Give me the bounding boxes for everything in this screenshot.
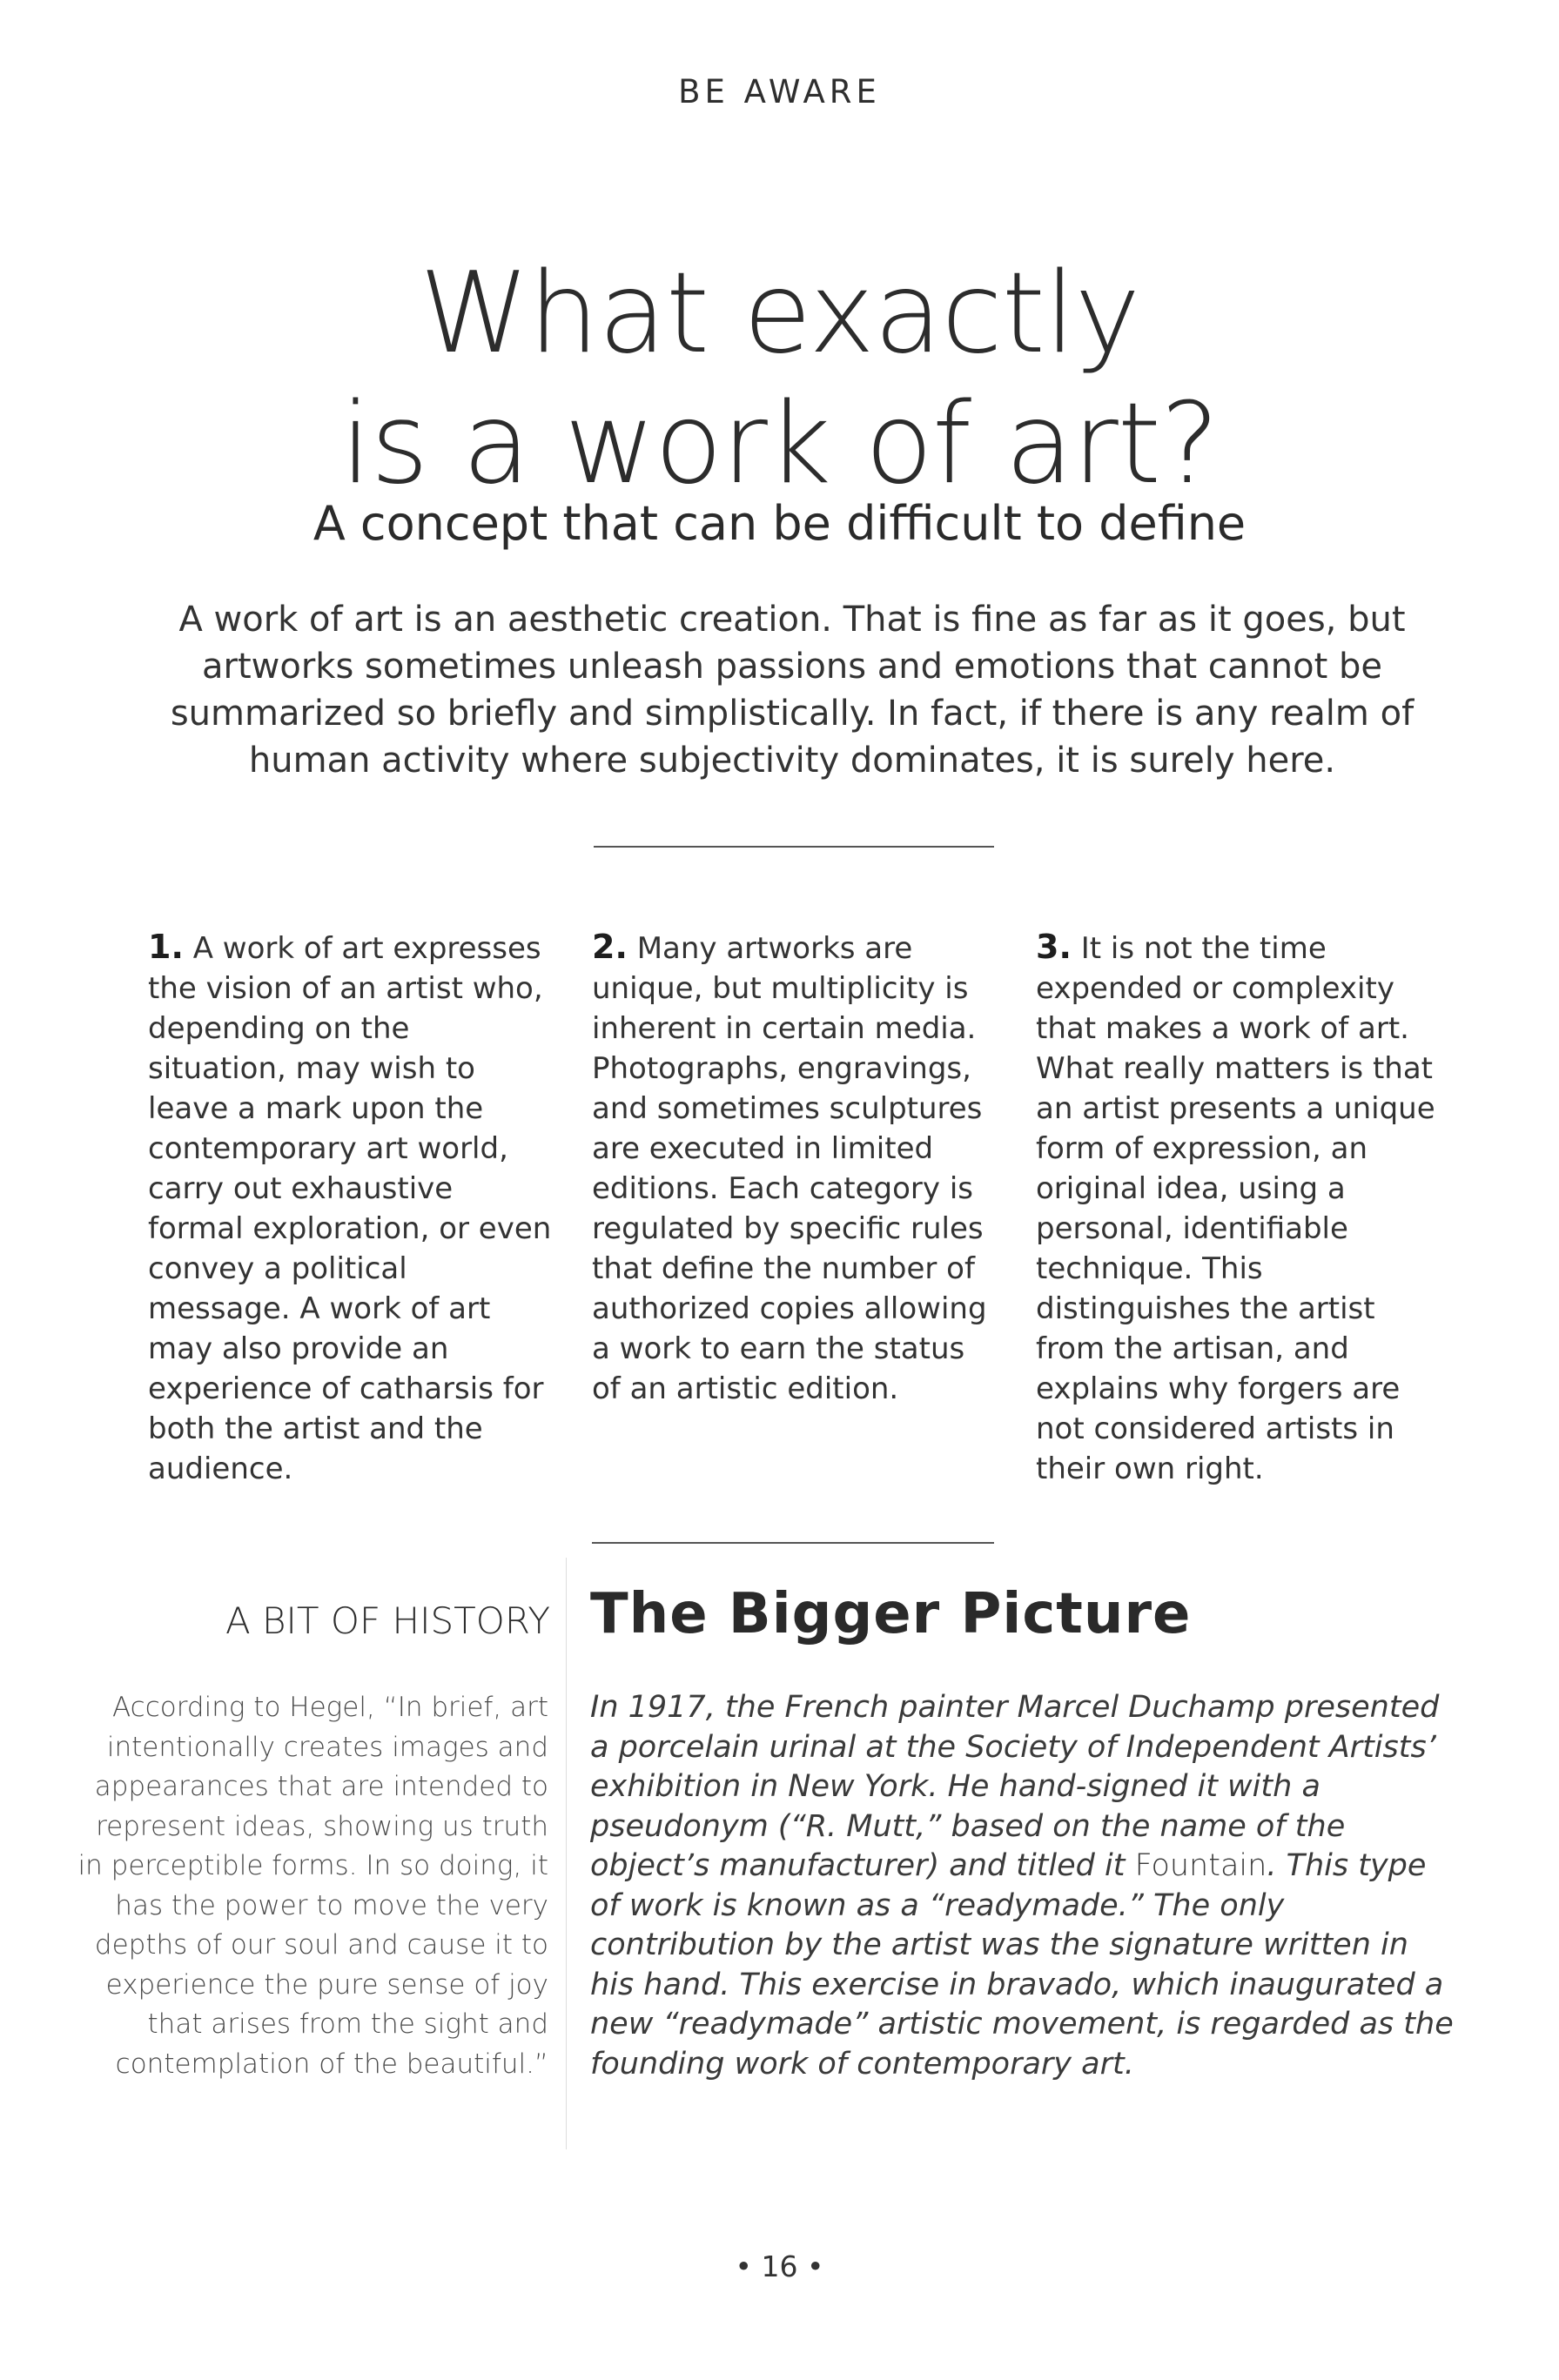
bigger-picture-text-part-2: . This type of work is known as a “readymade.” The only contribution by the artist was the signature written in his hand. This exercise in bravado, which inaugurated a new “readymade” artistic movement, is regarded as the founding work of contemporary art. — [590, 1848, 1454, 2082]
intro-paragraph: A work of art is an aesthetic creation. That is fine as far as it goes, but artworks sometimes unleash passions and emotions that cannot be summarized so briefly and simplistically. In fact, if there is any realm of human activity where subjectivity dominates, it is surely here. — [170, 600, 1415, 781]
bigger-picture-heading: The Bigger Picture — [590, 1582, 1192, 1646]
history-quote: According to Hegel, “In brief, art intentionally creates images and appearances that are intended to represent ideas, showing us truth in perceptible forms. In so doing, it has the power to move the very depths of our soul and cause it to experience the pure sense of joy that arises from the sight and contemplation of the beautiful.” — [77, 1692, 548, 2080]
point-2 — [592, 927, 1001, 1409]
bigger-picture-text-part-1: In 1917, the French painter Marcel Duchamp presented a porcelain urinal at the Society of Independent Artists’ exhibition in New York. He hand-signed it with a pseudonym (“R. Mutt,” based on the name of the object’s manufacturer) and titled it — [590, 1690, 1440, 1883]
divider-middle — [592, 1542, 994, 1544]
divider-top — [594, 846, 994, 848]
history-heading: A BIT OF HISTORY — [225, 1599, 550, 1642]
bigger-picture-text — [590, 1688, 1461, 2084]
point-3-number: 3. — [1036, 928, 1072, 966]
point-1-text: A work of art expresses the vision of an artist who, depending on the situation, may wish to leave a mark upon the contemporary art world, carry out exhaustive formal exploration, or even convey a political message. A work of art may also provide an experience of catharsis for both the artist and the audience. — [148, 931, 552, 1486]
page-title-line-2: is a work of art? — [340, 379, 1219, 509]
point-2-number: 2. — [592, 928, 628, 966]
point-2-text: Many artworks are unique, but multiplicity is inherent in certain media. Photographs, engravings, and sometimes sculptures are executed in limited editions. Each category is regulated by specific rules that define the number of authorized copies allowing a work to earn the status of an artistic edition. — [592, 931, 987, 1406]
point-3 — [1036, 927, 1445, 1489]
page-number: • 16 • — [735, 2249, 824, 2283]
point-1-number: 1. — [148, 928, 184, 966]
artwork-title: Fountain — [1134, 1848, 1267, 1883]
column-separator — [566, 1558, 567, 2149]
point-1 — [148, 927, 557, 1489]
section-label: BE AWARE — [678, 73, 881, 111]
page-title — [0, 249, 1559, 510]
page-subtitle: A concept that can be difficult to define — [312, 496, 1247, 551]
page-title-line-1: What exactly — [419, 249, 1140, 379]
point-3-text: It is not the time expended or complexity that makes a work of art. What really matters is that an artist presents a unique form of expression, an original idea, using a personal, identifiable technique. This distinguishes the artist from the artisan, and explains why forgers are not considered artists in their own right. — [1036, 931, 1435, 1486]
